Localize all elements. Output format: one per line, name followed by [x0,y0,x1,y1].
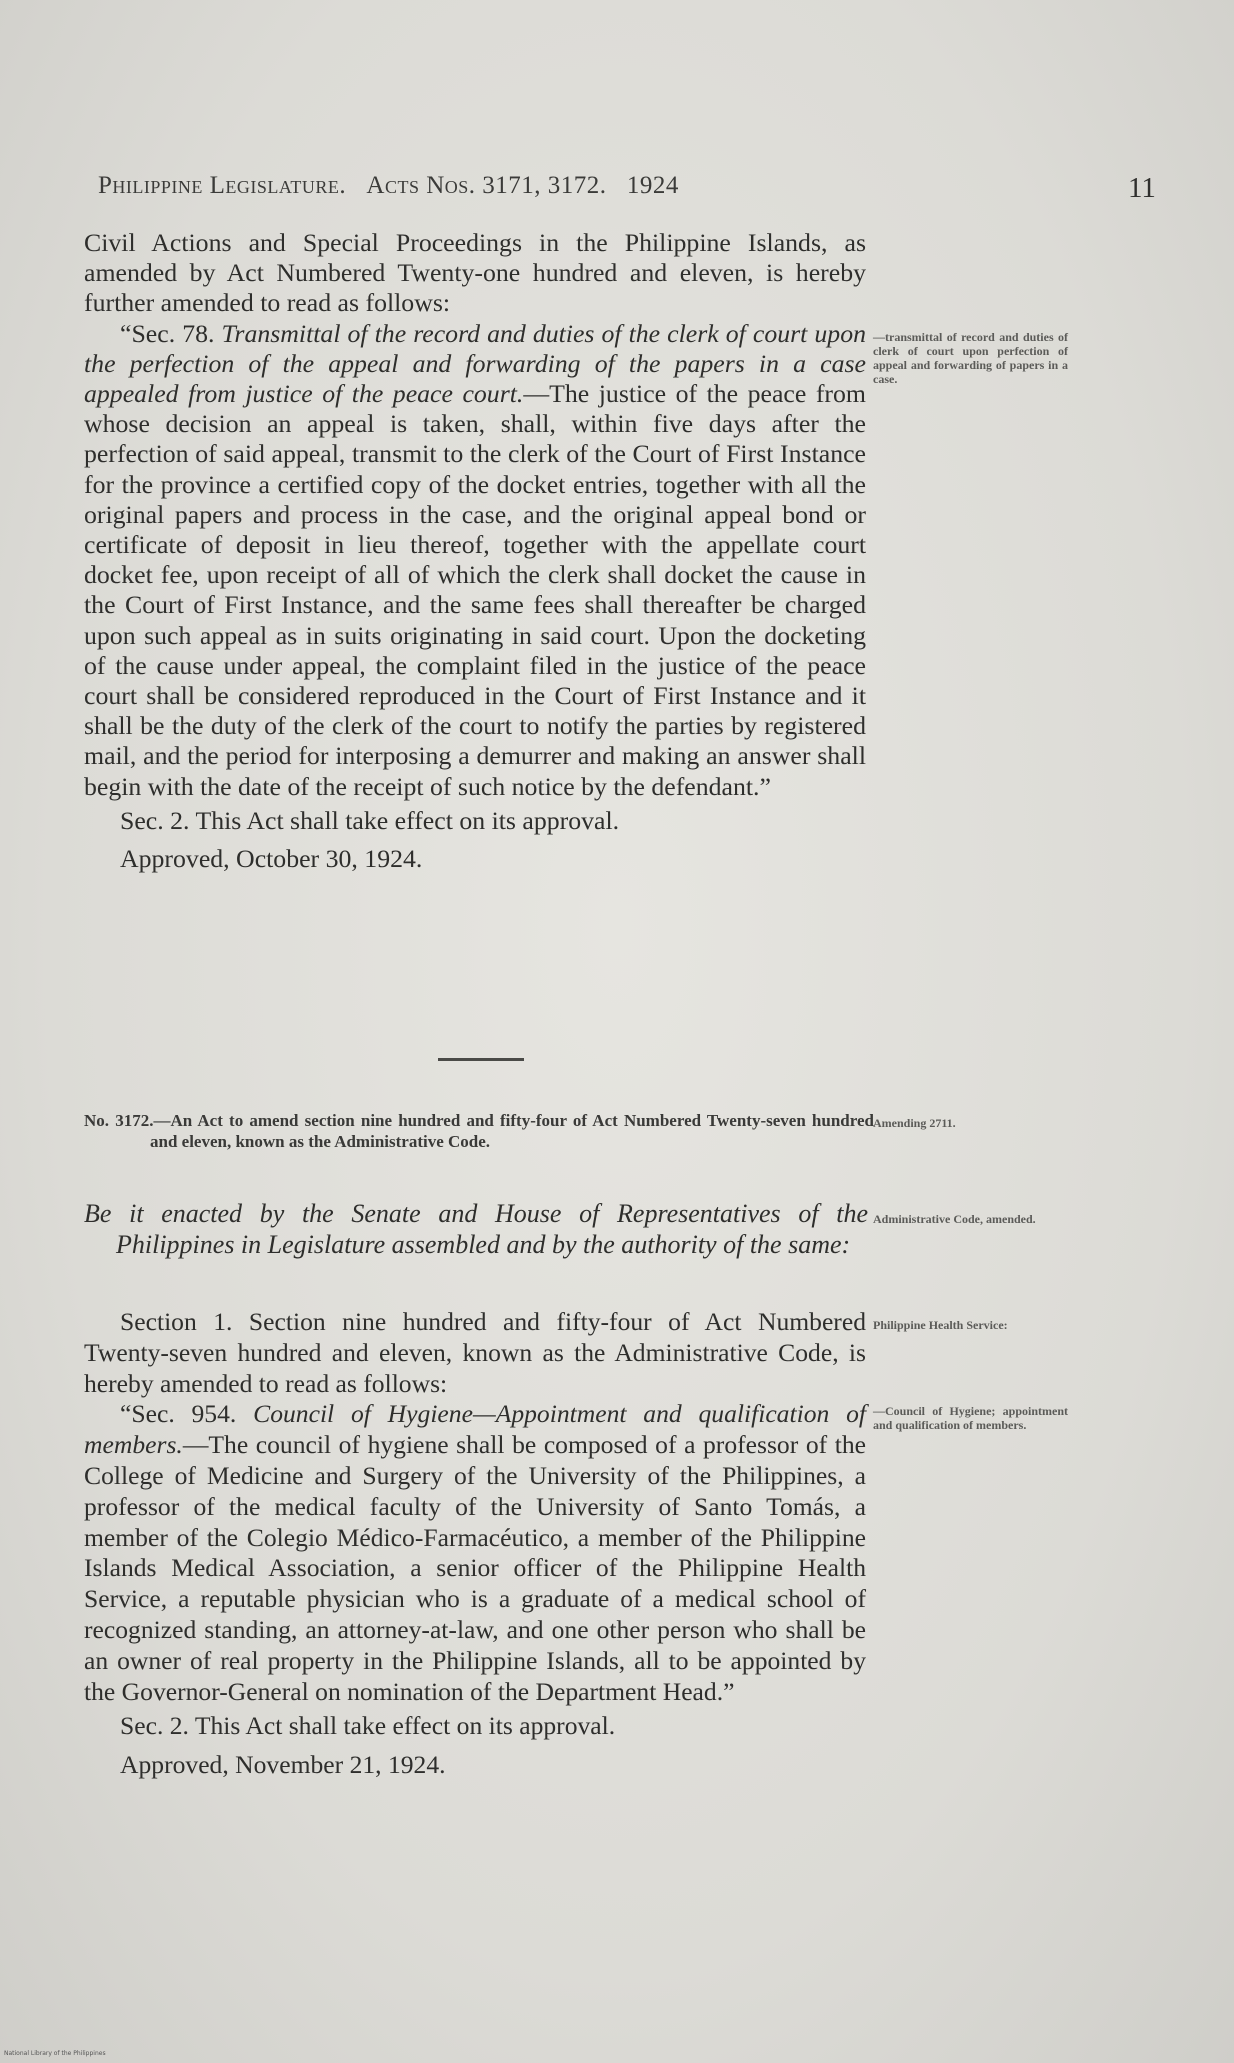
scan-footer: National Library of the Philippines [4,2050,106,2057]
running-title-acts: Acts Nos. 3171, 3172. [366,172,607,199]
act-3172-sec2: Sec. 2. This Act shall take effect on its approval. [120,1711,616,1741]
section-78-body: —The justice of the peace from whose decision an appeal is taken, shall, within five days after the perfection of said appeal, transmit to the clerk of the Court of First Instance for the province a certified copy of the docket entries, together with all the original papers and process in the case, and the original appeal bond or certificate of deposit in lieu thereof, together with the appellate court docket fee, upon receipt of all of which the clerk shall docket the cause in the Court of First Instance, and the same fees shall thereafter be charged upon such appeal as in suits originating in said court. Upon the docketing of the cause under appeal, the complaint filed in the justice of the peace court shall be considered reproduced in the Court of First Instance and it shall be the duty of the clerk of the court to notify the parties by registered mail, and the period for interposing a demurrer and making an answer shall begin with the date of the receipt of such notice by the defendant.” [84,379,866,801]
margin-note-health-service: Philippine Health Service: [873,1318,1008,1332]
section-78 [84,319,866,802]
act-3172-title: No. 3172.—An Act to amend section nine hundred and fifty-four of Act Numbered Twenty-seven hundred and eleven, known as the Administrative Code. [84,1111,874,1151]
running-title-year: 1924 [626,172,679,199]
margin-note-council-hygiene: —Council of Hygiene; appointment and qualification of members. [873,1404,1068,1432]
enacting-clause-text: Be it enacted by the Senate and House of Representatives of the Philippines in Legislature assembled and by the authority of the same: [84,1199,868,1259]
section-divider [438,1058,524,1061]
enacting-clause [84,1198,868,1260]
act-3171-text [84,228,866,874]
section-954 [84,1399,866,1707]
margin-note-admin-code: Administrative Code, amended. [873,1212,1036,1226]
act-3172-section1: Section 1. Section nine hundred and fifty-four of Act Numbered Twenty-seven hundred and eleven, known as the Administrative Code, is hereby amended to read as follows: [84,1307,866,1398]
act-3171-approved: Approved, October 30, 1924. [120,844,423,874]
act-3172-heading [84,1110,874,1152]
act-3172-text [84,1307,866,1781]
section-78-title: Transmittal of the record and duties of the clerk of court upon the perfection of the appeal and forwarding of the papers in a case appealed from justice of the peace court. [84,318,866,409]
act-3172-approved: Approved, November 21, 1924. [120,1750,446,1780]
running-title-legislature: Philippine Legislature. [98,172,347,199]
section-954-body: —The council of hygiene shall be composed of a professor of the College of Medicine and Surgery of the University of the Philippines, a professor of the medical faculty of the University of Santo Tomás, a member of the Colegio Médico-Farmacéutico, a member of the Philippine Islands Medical Association, a senior officer of the Philippine Health Service, a reputable physician who is a graduate of a medical school of recognized standing, an attorney-at-law, and one other person who shall be an owner of real property in the Philippine Islands, all to be appointed by the Governor-General on nomination of the Department Head.” [84,1430,866,1706]
act-3171-sec2: Sec. 2. This Act shall take effect on its approval. [120,805,620,835]
margin-note-transmittal: —transmittal of record and duties of clerk of court upon perfection of appeal and forwarding of papers in a case. [873,330,1068,386]
section-954-title: Council of Hygiene—Appointment and qualification of members. [84,1399,866,1460]
section-954-label: “Sec. 954. [120,1399,237,1429]
act-3171-intro: Civil Actions and Special Proceedings in the Philippine Islands, as amended by Act Numbered Twenty-one hundred and eleven, is hereby further amended to read as follows: [84,228,866,318]
margin-note-amending: Amending 2711. [873,1116,956,1130]
section-78-label: “Sec. 78. [120,318,215,348]
page-number: 11 [1128,172,1156,204]
running-header [98,172,1158,200]
